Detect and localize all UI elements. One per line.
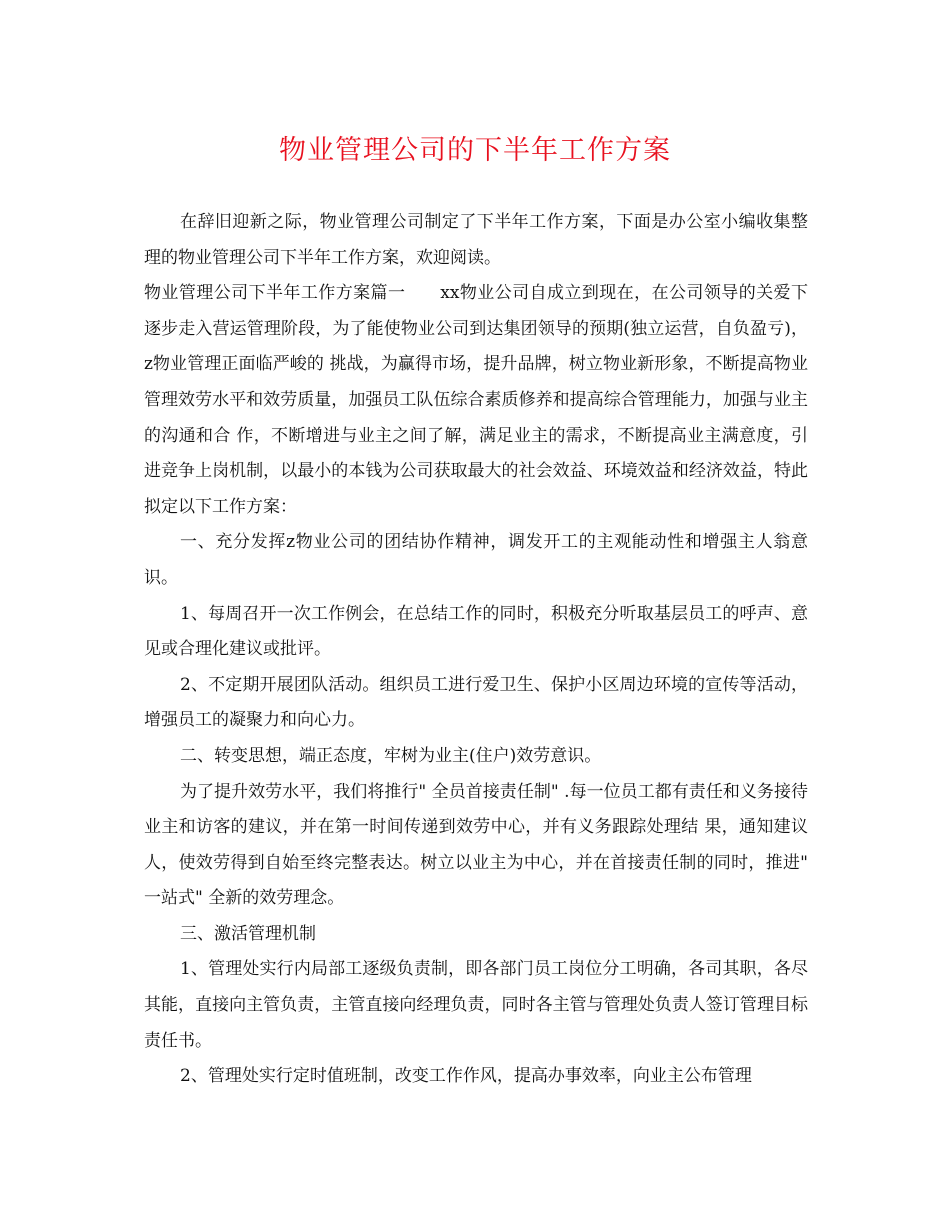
section-three-heading: 三、激活管理机制 [180,923,316,944]
section-three-item-2: 2、管理处实行定时值班制，改变工作作风，提高办事效率，向业主公布管理 [180,1066,752,1087]
document-title: 物业管理公司的下半年工作方案 [279,135,671,166]
section-two-paragraph: 为了提升效劳水平，我们将推行" 全员首接责任制" .每一位员工都有责任和义务接待业主和访客的建议，并在第一时间传递到效劳中心，并有义务跟踪处理结 果，通知建议人，使效劳得到自始至终完整表达。树立以业主为中心，并在首接责任制的同时，推进" 一站式" 全新的效劳理念。 [144,781,808,909]
document-body [144,205,808,1095]
section-one-heading: 一、充分发挥z物业公司的团结协作精神，调发开工的主观能动性和增强主人翁意识。 [144,532,808,588]
section-three-item-1: 1、管理处实行内局部工逐级负责制，即各部门员工岗位分工明确，各司其职，各尽其能，直接向主管负责，主管直接向经理负责，同时各主管与管理处负责人签订管理目标责任书。 [144,959,808,1051]
section-one-item-2: 2、不定期开展团队活动。组织员工进行爱卫生、保护小区周边环境的宣传等活动，增强员工的凝聚力和向心力。 [144,674,808,731]
plan-heading-paragraph: 物业管理公司下半年工作方案篇一 xx物业公司自成立到现在，在公司领导的关爱下逐步走入营运管理阶段，为了能使物业公司到达集团领导的预期(独立运营，自负盈亏)，z物业管理正面临严峻的 挑战，为赢得市场，提升品牌，树立物业新形象，不断提高物业管理效劳水平和效劳质量，加强员工队伍综合素质修养和提高综合管理能力，加强与业主的沟通和合 作，不断增进与业主之间了解，满足业主的需求，不断提高业主满意度，引进竞争上岗机制，以最小的本钱为公司获取最大的社会效益、环境效益和经济效益，特此 拟定以下工作方案： [144,283,808,517]
intro-paragraph: 在辞旧迎新之际，物业管理公司制定了下半年工作方案，下面是办公室小编收集整理的物业管理公司下半年工作方案，欢迎阅读。 [144,212,808,268]
section-one-item-1: 1、每周召开一次工作例会，在总结工作的同时，积极充分听取基层员工的呼声、意见或合理化建议或批评。 [144,603,808,660]
section-two-heading: 二、转变思想，端正态度，牢树为业主(住户)效劳意识。 [180,745,602,766]
